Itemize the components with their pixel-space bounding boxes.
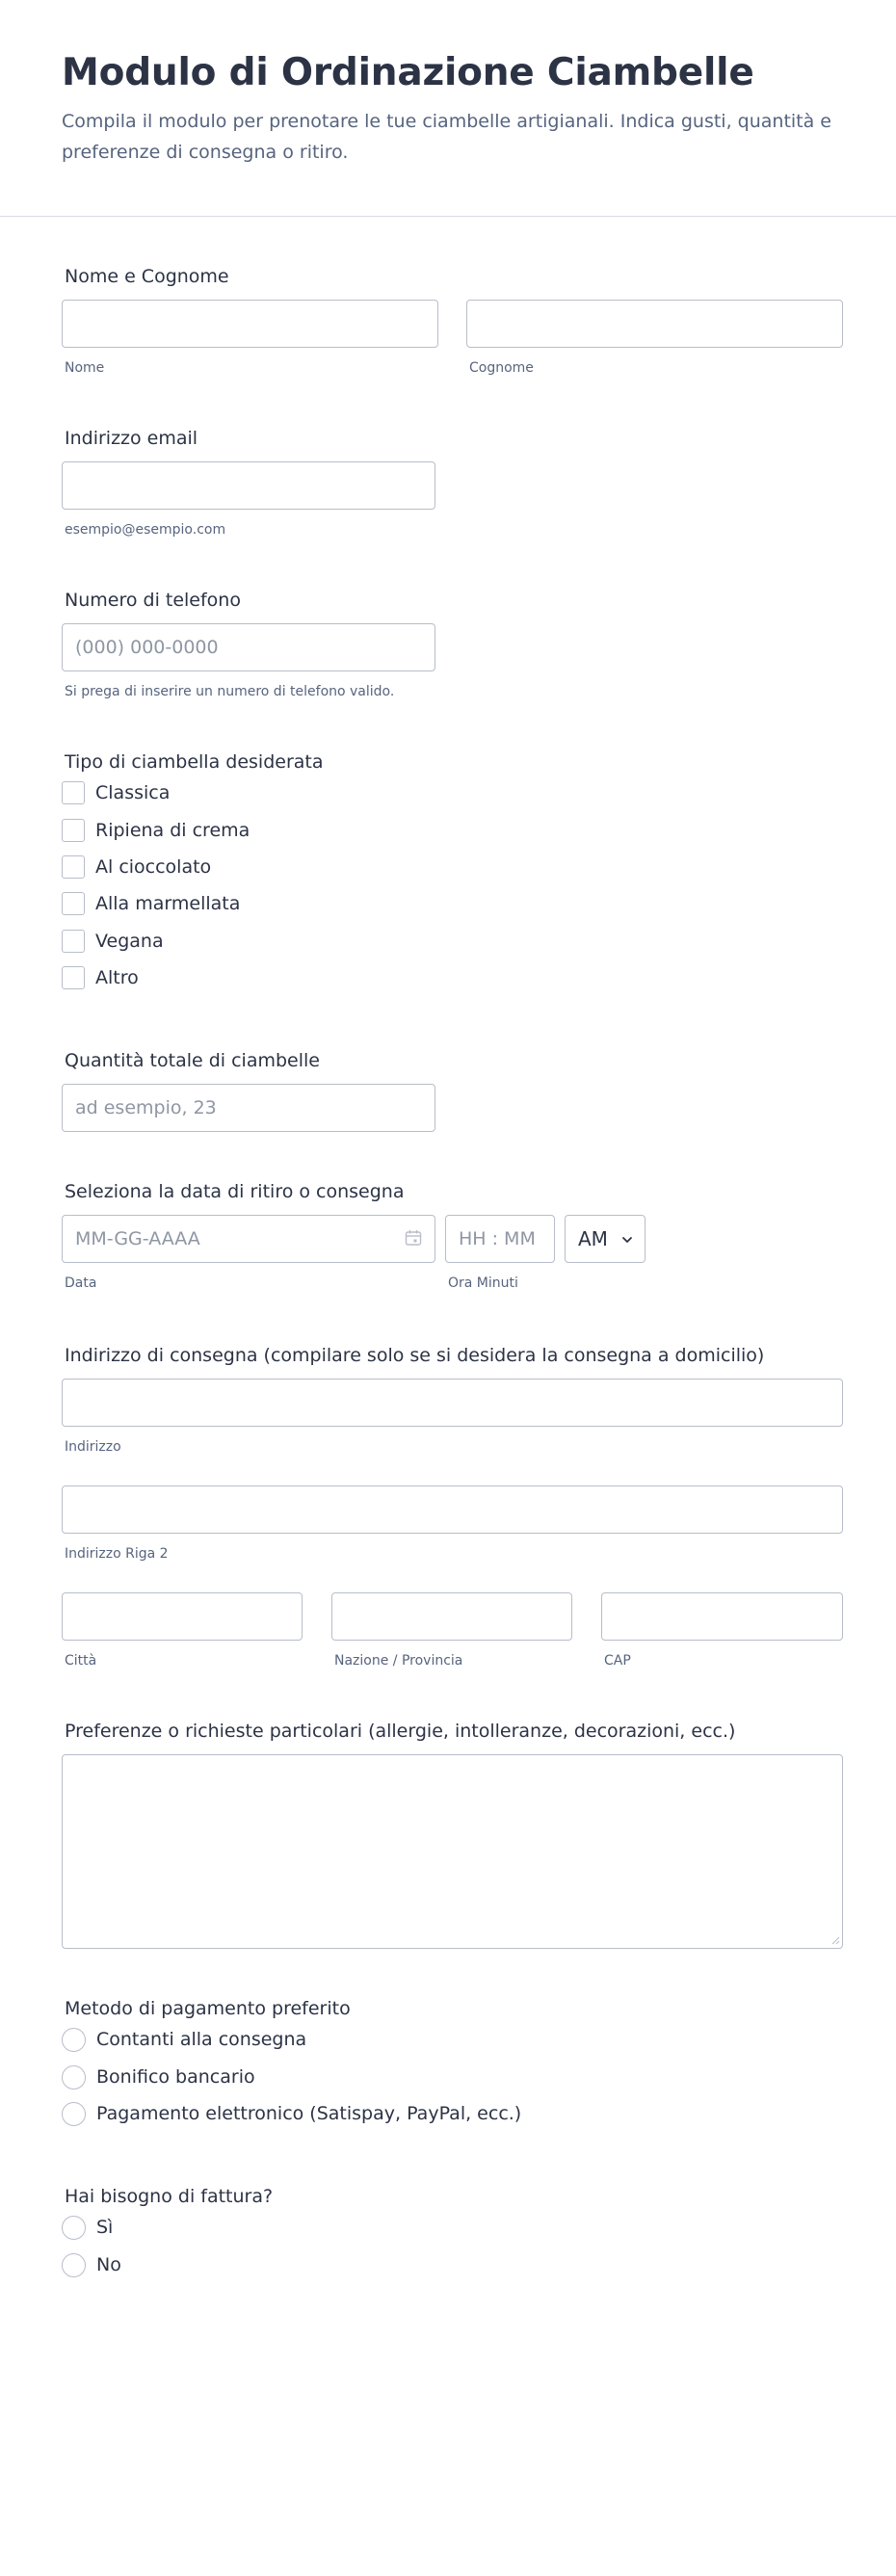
name-field: [62, 265, 842, 381]
ampm-value: AM: [578, 1227, 608, 1250]
date-field: [62, 1180, 842, 1296]
donut-type-field: [62, 750, 842, 1001]
preferences-label: Preferenze o richieste particolari (allergie, intolleranze, decorazioni, ecc.): [65, 1721, 736, 1742]
option-altro[interactable]: [62, 964, 139, 991]
email-sublabel: esempio@esempio.com: [65, 522, 226, 538]
state-input[interactable]: [331, 1592, 572, 1641]
email-label: Indirizzo email: [65, 428, 198, 449]
checkbox[interactable]: [62, 781, 85, 804]
quantity-input[interactable]: [62, 1084, 435, 1132]
city-input[interactable]: [62, 1592, 303, 1641]
phone-field: [62, 589, 842, 704]
order-form: [0, 217, 896, 2576]
option-label: Vegana: [95, 931, 164, 952]
email-field: [62, 427, 842, 542]
ampm-select[interactable]: [565, 1215, 646, 1263]
chevron-down-icon: [621, 1234, 633, 1246]
preferences-textarea[interactable]: [62, 1754, 843, 1949]
street-address-sublabel: Indirizzo: [65, 1439, 121, 1455]
option-label: Alla marmellata: [95, 893, 241, 914]
option-label: No: [96, 2254, 121, 2275]
invoice-field: [62, 2185, 842, 2300]
name-label: Nome e Cognome: [65, 266, 229, 287]
time-sublabel: Ora Minuti: [448, 1275, 518, 1291]
payment-option-electronic[interactable]: [62, 2100, 521, 2127]
zip-input[interactable]: [601, 1592, 843, 1641]
radio-button[interactable]: [62, 2065, 86, 2090]
invoice-option-yes[interactable]: [62, 2214, 113, 2241]
option-classica[interactable]: [62, 779, 170, 806]
date-sublabel: Data: [65, 1275, 97, 1291]
phone-label: Numero di telefono: [65, 590, 241, 611]
option-label: Al cioccolato: [95, 856, 212, 878]
state-sublabel: Nazione / Provincia: [334, 1653, 463, 1669]
option-vegana[interactable]: [62, 928, 164, 955]
form-header: [0, 0, 896, 217]
date-wrapper: [62, 1215, 435, 1263]
radio-button[interactable]: [62, 2102, 86, 2126]
option-label: Pagamento elettronico (Satispay, PayPal, ecc.): [96, 2103, 522, 2124]
calendar-icon[interactable]: [405, 1229, 422, 1247]
preferences-field: [62, 1720, 844, 1951]
invoice-option-no[interactable]: [62, 2251, 121, 2278]
resize-grip-icon[interactable]: [830, 1935, 840, 1945]
option-label: Bonifico bancario: [96, 2066, 255, 2088]
option-ripiena-di-crema[interactable]: [62, 817, 250, 844]
date-label: Seleziona la data di ritiro o consegna: [65, 1181, 405, 1202]
donut-type-label: Tipo di ciambella desiderata: [65, 751, 324, 773]
date-input[interactable]: [62, 1215, 435, 1263]
option-alla-marmellata[interactable]: [62, 890, 240, 917]
page-subtitle: Compila il modulo per prenotare le tue ciambelle artigianali. Indica gusti, quantità e preferenze di consegna o ritiro.: [62, 111, 831, 163]
first-name-sublabel: Nome: [65, 360, 105, 376]
first-name-input[interactable]: [62, 300, 438, 348]
phone-sublabel: Si prega di inserire un numero di telefono valido.: [65, 684, 395, 699]
phone-input[interactable]: [62, 623, 435, 671]
email-input[interactable]: [62, 461, 435, 510]
option-label: Contanti alla consegna: [96, 2029, 307, 2050]
option-label: Ripiena di crema: [95, 820, 250, 841]
street-address-line2-sublabel: Indirizzo Riga 2: [65, 1546, 169, 1562]
option-al-cioccolato[interactable]: [62, 854, 211, 881]
checkbox[interactable]: [62, 892, 85, 915]
payment-option-cash[interactable]: [62, 2026, 306, 2053]
invoice-label: Hai bisogno di fattura?: [65, 2186, 274, 2207]
checkbox[interactable]: [62, 855, 85, 879]
payment-option-bank-transfer[interactable]: [62, 2063, 255, 2090]
radio-button[interactable]: [62, 2028, 86, 2052]
address-label: Indirizzo di consegna (compilare solo se si desidera la consegna a domicilio): [65, 1345, 765, 1366]
last-name-sublabel: Cognome: [469, 360, 534, 376]
last-name-input[interactable]: [466, 300, 843, 348]
payment-field: [62, 1997, 842, 2151]
checkbox[interactable]: [62, 966, 85, 989]
quantity-field: [62, 1049, 842, 1145]
checkbox[interactable]: [62, 819, 85, 842]
option-label: Sì: [96, 2217, 114, 2238]
option-label: Altro: [95, 967, 139, 988]
address-field: [62, 1344, 842, 1681]
quantity-label: Quantità totale di ciambelle: [65, 1050, 320, 1071]
checkbox[interactable]: [62, 930, 85, 953]
radio-button[interactable]: [62, 2253, 86, 2277]
option-label: Classica: [95, 782, 171, 803]
time-input[interactable]: [445, 1215, 555, 1263]
payment-label: Metodo di pagamento preferito: [65, 1998, 351, 2019]
city-sublabel: Città: [65, 1653, 97, 1669]
page-title: Modulo di Ordinazione Ciambelle: [62, 51, 754, 94]
street-address-line2-input[interactable]: [62, 1485, 843, 1534]
zip-sublabel: CAP: [604, 1653, 631, 1669]
radio-button[interactable]: [62, 2216, 86, 2240]
street-address-input[interactable]: [62, 1379, 843, 1427]
